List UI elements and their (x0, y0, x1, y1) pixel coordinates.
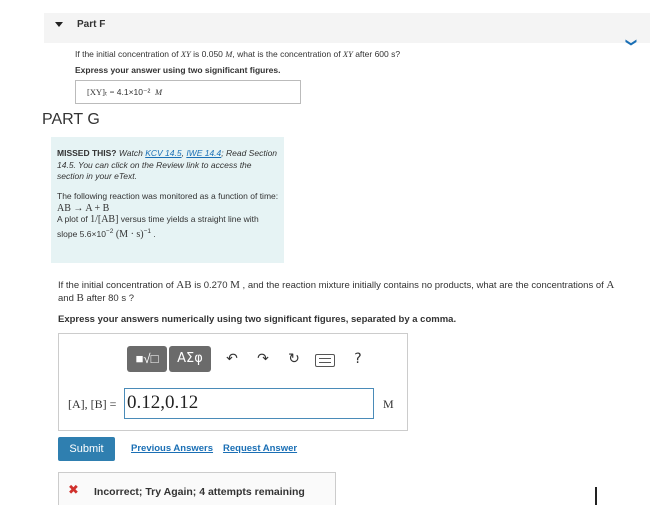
request-answer-link[interactable]: Request Answer (223, 443, 298, 454)
part-f-answer: [XY]ₜ = 4.1×10⁻² M (87, 87, 163, 97)
text-cursor (595, 487, 597, 505)
part-f-title: Part F (77, 19, 106, 30)
submit-button[interactable]: Submit (58, 437, 115, 461)
hint-body: The following reaction was monitored as a function of time: AB → A + B A plot of 1/[AB] versus time yields a straight line with slope $5.6\times 10^{-2}$ $(M \cdot s)^{-1}$ . (57, 191, 279, 240)
answer-label: [A], [B] = (68, 397, 117, 411)
answer-value[interactable]: 0.12,0.12 (127, 392, 199, 413)
chevron-right-icon[interactable]: ❯ (625, 37, 638, 48)
undo-icon[interactable]: ↶ (226, 351, 238, 367)
keyboard-icon[interactable] (315, 354, 335, 367)
symbols-button[interactable]: AΣφ (169, 346, 211, 372)
redo-icon[interactable]: ↷ (257, 351, 269, 367)
feedback-text: Incorrect; Try Again; 4 attempts remaining (94, 486, 305, 498)
hint-missed-this: MISSED THIS? Watch KCV 14.5, IWE 14.4; Read Section 14.5. You can click on the Review link to access the section in your eText. (57, 148, 278, 181)
answer-unit: M (383, 397, 394, 411)
part-f-header[interactable] (44, 13, 650, 43)
caret-down-icon[interactable] (55, 22, 63, 27)
templates-button[interactable]: ■√□ (127, 346, 167, 372)
help-icon[interactable]: ? (354, 351, 362, 367)
part-f-question: If the initial concentration of XY is 0.050 M, what is the concentration of XY after 600 s? (75, 49, 401, 59)
kcv-link[interactable]: KCV 14.5 (145, 148, 182, 158)
part-g-instruction: Express your answers numerically using two significant figures, separated by a comma. (58, 314, 457, 325)
x-icon: ✖ (68, 482, 79, 497)
part-f-instruction: Express your answer using two significant figures. (75, 65, 281, 75)
part-g-question: If the initial concentration of AB is 0.270 M , and the reaction mixture initially contains no products, what are the concentrations of A and B after 80 s ? (58, 279, 615, 304)
reset-icon[interactable]: ↻ (288, 351, 300, 367)
previous-answers-link[interactable]: Previous Answers (131, 443, 214, 454)
reaction-equation: AB → A + B (57, 202, 110, 214)
iwe-link[interactable]: IWE 14.4 (186, 148, 222, 158)
part-g-title: PART G (42, 111, 100, 128)
